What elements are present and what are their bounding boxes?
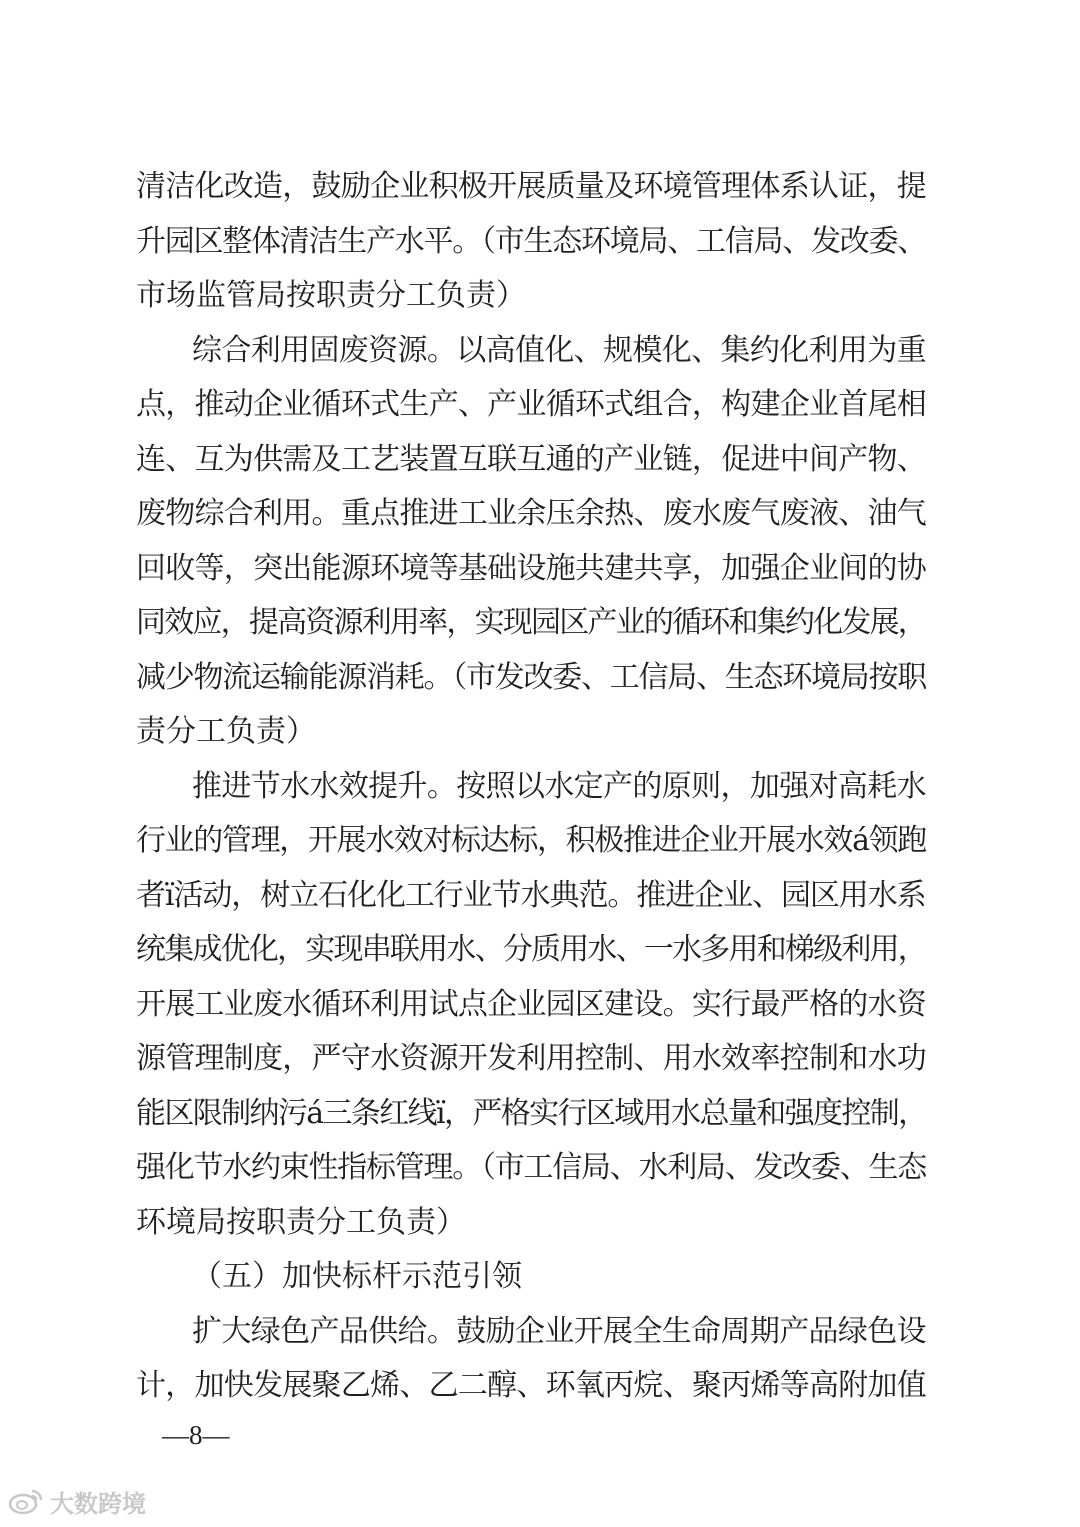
text-line: 源管理制度，严守水资源开发利用控制、用水效率控制和水功	[136, 1041, 926, 1076]
text-line: 回收等，突出能源环境等基础设施共建共享，加强企业间的协	[136, 550, 926, 586]
text-line: 行业的管理，开展水效对标达标，积极推进企业开展水效á领跑	[136, 823, 926, 858]
text-line: 综合利用固废资源。以高值化、规模化、集约化利用为重	[192, 332, 926, 368]
watermark-text: 大数跨境	[50, 1489, 146, 1518]
text-line: 能区限制纳污á三条红线ï，严格实行区域用水总量和强度控制，	[136, 1095, 927, 1131]
text-line: （五）加快标杆示范引领	[192, 1259, 522, 1294]
document-body	[136, 160, 926, 1414]
page-number: —8—	[162, 1420, 230, 1450]
text-line: 市场监管局按职责分工负责）	[136, 278, 526, 313]
text-line: 点，推动企业循环式生产、产业循环式组合，构建企业首尾相	[136, 387, 926, 422]
text-line: 统集成优化，实现串联用水、分质用水、一水多用和梯级利用，	[136, 932, 926, 967]
text-line: 强化节水约束性指标管理。（市工信局、水利局、发改委、生态	[136, 1150, 926, 1185]
weibo-logo-icon	[8, 1487, 44, 1515]
watermark	[8, 1486, 146, 1516]
text-line: 推进节水水效提升。按照以水定产的原则，加强对高耗水	[192, 768, 926, 804]
text-line: 减少物流运输能源消耗。（市发改委、工信局、生态环境局按职	[136, 659, 926, 695]
text-line: 同效应，提高资源利用率，实现园区产业的循环和集约化发展，	[136, 605, 926, 640]
text-line: 连、互为供需及工艺装置互联互通的产业链，促进中间产物、	[136, 441, 926, 477]
text-line: 升园区整体清洁生产水平。（市生态环境局、工信局、发改委、	[136, 223, 926, 259]
text-line: 开展工业废水循环利用试点企业园区建设。实行最严格的水资	[136, 986, 926, 1022]
text-line: 责分工负责）	[136, 714, 316, 749]
text-line: 环境局按职责分工负责）	[136, 1204, 466, 1240]
text-line: 扩大绿色产品供给。鼓励企业开展全生命周期产品绿色设	[192, 1313, 926, 1349]
text-line: 废物综合利用。重点推进工业余压余热、废水废气废液、油气	[136, 496, 926, 531]
text-line: 者ï活动，树立石化化工行业节水典范。推进企业、园区用水系	[136, 877, 926, 913]
text-line: 清洁化改造，鼓励企业积极开展质量及环境管理体系认证，提	[136, 169, 926, 204]
text-line: 计，加快发展聚乙烯、乙二醇、环氧丙烷、聚丙烯等高附加值	[136, 1368, 926, 1403]
